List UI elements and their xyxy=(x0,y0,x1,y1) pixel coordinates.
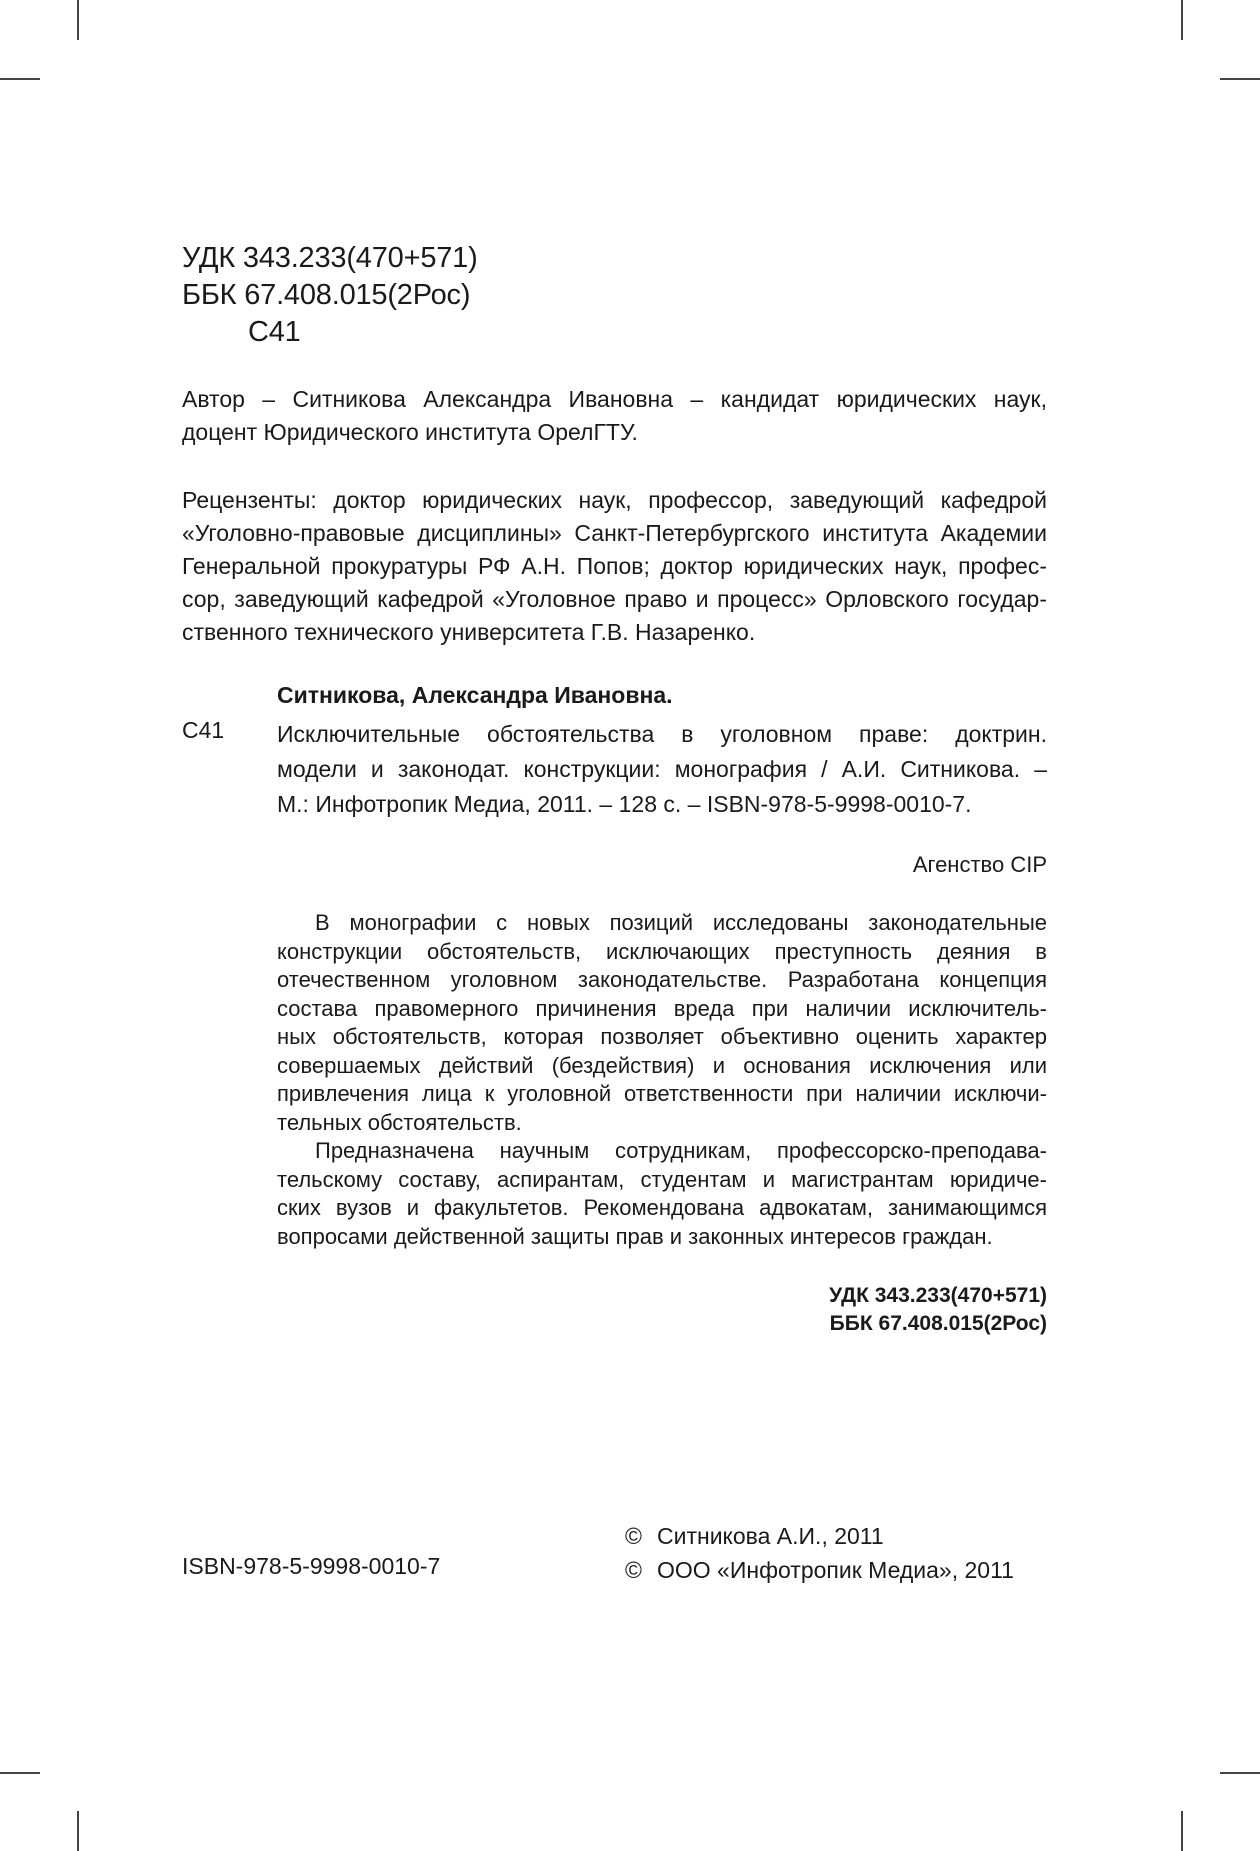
isbn: ISBN-978-5-9998-0010-7 xyxy=(182,1553,441,1579)
classification-codes xyxy=(182,240,478,351)
crop-mark xyxy=(0,78,40,80)
reviewers-line: Генеральной прокуратуры РФ А.Н. Попов; доктор юридических наук, профес- xyxy=(182,553,1047,579)
abstract-line: вопросами действенной защиты прав и законных интересов граждан. xyxy=(277,1223,993,1249)
bib-line: М.: Инфотропик Медиа, 2011. – 128 с. – ISBN-978-5-9998-0010-7. xyxy=(277,791,972,817)
abstract-line: В монографии с новых позиций исследованы законодательные xyxy=(315,910,1047,935)
abstract-line: конструкции обстоятельств, исключающих преступность деяния в xyxy=(277,938,1047,964)
author-note-line: Автор – Ситникова Александра Ивановна – кандидат юридических наук, xyxy=(182,386,1047,412)
abstract-line: тельскому составу, аспирантам, студентам и магистрантам юридиче- xyxy=(277,1166,1047,1192)
bib-mark: С41 xyxy=(182,717,225,743)
classification-codes-bottom xyxy=(829,1282,1047,1338)
abstract-paragraph-1 xyxy=(277,909,1047,1137)
author-mark: С41 xyxy=(248,316,301,348)
udk-code: УДК 343.233(470+571) xyxy=(182,242,478,274)
abstract-paragraph-2 xyxy=(277,1137,1047,1251)
copyright-author-text: Ситникова А.И., 2011 xyxy=(657,1523,884,1549)
crop-mark xyxy=(1181,0,1183,40)
abstract-line: отечественном уголовном законодательстве. Разработана концепция xyxy=(277,967,1047,992)
crop-mark xyxy=(77,1811,79,1851)
abstract-line: ских вузов и факультетов. Рекомендована адвокатам, занимающимся xyxy=(277,1195,1047,1220)
copyright-publisher xyxy=(625,1553,1014,1587)
copyright-author xyxy=(625,1519,1014,1553)
bib-author-heading: Ситникова, Александра Ивановна. xyxy=(277,682,673,708)
reviewers xyxy=(182,484,1047,649)
author-note-line: доцент Юридического института ОрелГТУ. xyxy=(182,419,638,445)
crop-mark xyxy=(0,1772,40,1774)
bib-description xyxy=(277,717,1047,822)
abstract-line: Предназначена научным сотрудникам, профессорско-преподава- xyxy=(315,1138,1047,1163)
bib-line: модели и законодат. конструкции: монография / А.И. Ситникова. – xyxy=(277,756,1047,782)
copyright-icon: © xyxy=(625,1557,642,1583)
copyright-publisher-text: ООО «Инфотропик Медиа», 2011 xyxy=(657,1557,1014,1583)
reviewers-line: ственного технического университета Г.В. Назаренко. xyxy=(182,619,756,645)
abstract-line: состава правомерного причинения вреда при наличии исключитель- xyxy=(277,995,1047,1021)
bbk-code: ББК 67.408.015(2Рос) xyxy=(182,279,471,311)
bib-line: Исключительные обстоятельства в уголовном праве: доктрин. xyxy=(277,721,1047,747)
bbk-code-bottom: ББК 67.408.015(2Рос) xyxy=(829,1312,1047,1335)
crop-mark xyxy=(1181,1811,1183,1851)
abstract-line: ных обстоятельств, которая позволяет объективно оценить характер xyxy=(277,1024,1047,1049)
copyright-icon: © xyxy=(625,1523,642,1549)
reviewers-line: «Уголовно-правовые дисциплины» Санкт-Петербургского института Академии xyxy=(182,520,1047,546)
copyrights xyxy=(625,1519,1014,1587)
abstract-line: привлечения лица к уголовной ответственности при наличии исключи- xyxy=(277,1081,1047,1106)
author-note xyxy=(182,383,1047,449)
crop-mark xyxy=(77,0,79,40)
cip-agency: Агенство CIP xyxy=(912,852,1047,877)
reviewers-line: Рецензенты: доктор юридических наук, профессор, заведующий кафедрой xyxy=(182,487,1047,513)
reviewers-line: сор, заведующий кафедрой «Уголовное право и процесс» Орловского государ- xyxy=(182,586,1047,612)
abstract-line: совершаемых действий (бездействия) и основания исключения или xyxy=(277,1052,1047,1078)
udk-code-bottom: УДК 343.233(470+571) xyxy=(829,1284,1047,1307)
crop-mark xyxy=(1220,1772,1260,1774)
crop-mark xyxy=(1220,78,1260,80)
abstract-line: тельных обстоятельств. xyxy=(277,1109,522,1135)
